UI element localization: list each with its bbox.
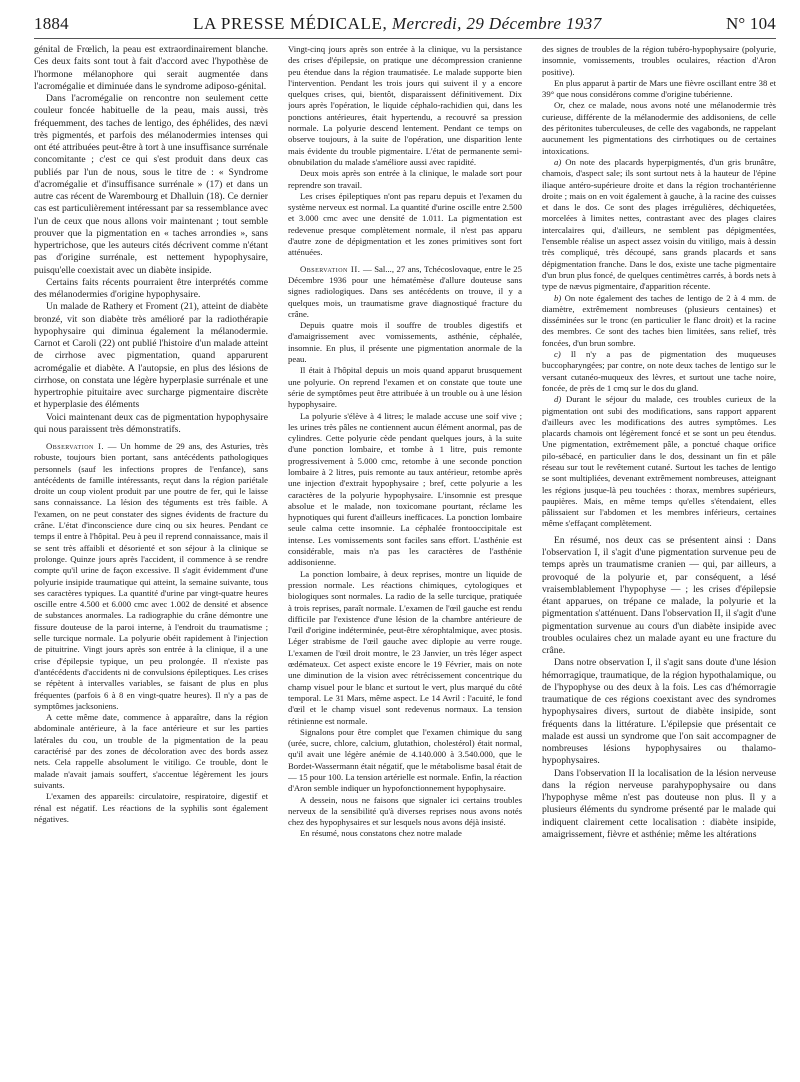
- item-marker: d): [554, 394, 562, 405]
- item-marker: b): [554, 292, 562, 303]
- item-marker: c): [554, 349, 561, 360]
- issue-date: Mercredi, 29 Décembre 1937: [391, 14, 602, 33]
- paragraph: [288, 44, 522, 168]
- paragraph-text: Or, chez ce malade, nous avons noté une mélanodermie très curieuse, différente de la mélanodermie des addisoniens, de celle des péritonites tuberculeuses, de celle des vagabonds, ne rappelant aucunement les pigmentations des cirrhotiques ou de certaines intoxications.: [542, 100, 776, 156]
- paragraph: [288, 727, 522, 795]
- paragraph: [542, 657, 776, 767]
- paragraph-text: En plus apparut à partir de Mars une fièvre oscillant entre 38 et 39° que nous considérons comme d'origine tubérienne.: [542, 77, 776, 100]
- paragraph: [288, 365, 522, 410]
- text-column-2: [288, 44, 522, 1072]
- paragraph-text: Signalons pour être complet que l'examen chimique du sang (urée, sucre, chlore, calcium, glutathion, cholestérol) était normal, qu'il avait une légère anémie de 4.140.000 à 3.540.000, que le Bordet-Wassermann était négatif, que le métabolisme basal était de — 15 pour 100. La tension artérielle est normale. Enfin, la réaction d'Aron semble indiquer un hypofonctionnement hypophysaire.: [288, 726, 522, 794]
- paragraph-text: Durant le séjour du malade, ces troubles curieux de la pigmentation ont subi des modifications, sans rapport apparent d'ailleurs avec les modifications des autres symptômes. Les placards chamois ont légèrement foncé et se sont un peu étendus. Une pigmentation, extrêmement pâle, a ponctué chaque orifice pilo-sébacé, en particulier dans le dos, dessinant un fin et pâle réseau sur tout le revêtement cutané. Surtout les taches de lentigo se sont multipliées, devenant extrêmement nombreuses, atteignant les régions jusque-là peu touchées : thorax, membres supérieurs, paupières. Mais, en même temps qu'elles s'étendaient, elles pâlissaient sur l'abdomen et les membres inférieurs, certaines même s'effaçant complètement.: [542, 394, 776, 529]
- paragraph: [288, 828, 522, 839]
- paragraph-text: génital de Frœlich, la peau est extraordinairement blanche. Ces deux faits sont tout à fait d'accord avec l'hypothèse de l'hormone mélanophore qui serait augmentée dans l'acromégalie et diminuée dans le syndrome adiposo-génital.: [34, 44, 268, 92]
- paragraph: [34, 44, 268, 93]
- paragraph: [288, 168, 522, 191]
- paragraph-text: A dessein, nous ne faisons que signaler ici certains troubles nerveux de la sensibilité qu'à diverses reprises nous avons notés chez des hypophysaires et sur lesquels nous avons déjà insisté.: [288, 794, 522, 828]
- running-title: [193, 14, 601, 34]
- paragraph-text: Un malade de Rathery et Froment (21), atteint de diabète bronzé, vit son diabète très amélioré par la radiothérapie hypophysaire qui diminua également la mélanodermie. Carnot et Caroli (22) ont publié l'histoire d'un malade atteint de cirrhose avec pigmentation, quand apparurent acromégalie et diabète. A l'autopsie, en plus des lésions de cirrhose, on constata une légère hyperplasie surrénale et une hypertrophie pituitaire avec surcharge pigmentaire discrète et hyperplasie des éléments: [34, 301, 268, 411]
- paragraph-text: Deux mois après son entrée à la clinique, le malade sort pour reprendre son travail.: [288, 168, 522, 190]
- paragraph: [34, 301, 268, 411]
- paragraph: [542, 293, 776, 349]
- paragraph-text: Certains faits récents pourraient être interprétés comme des mélanodermies d'origine hypophysaire.: [34, 276, 268, 300]
- paragraph: [288, 569, 522, 727]
- paragraph-text: L'examen des appareils: circulatoire, respiratoire, digestif et rénal est négatif. Les réactions de la syphilis sont également négatives.: [34, 791, 268, 824]
- page-header: [34, 14, 776, 38]
- paragraph-text: On note des placards hyperpigmentés, d'un gris brunâtre, chamois, d'aspect sale; ils sont surtout nets à la hauteur de l'épine iliaque antéro-supérieure droite et dans la région trochantérienne droite ; mais on en voit également à gauche, à la racine des cuisses et dans le dos. Ce sont des plages irrégulières, déchiquetées, morcelées à limites nettes, contrastant avec des plages claires intercalaires qui, d'ailleurs, ne semblent pas dépigmentées, l'ensemble réalise un aspect assez voisin du vitiligo, mais à dessin très compliqué, très découpé, sans grands placards et sans dépigmentation franche. Dans le dos, existe une tache pigmentaire d'un brun plus foncé, de quelques centimètres carrés, à bords nets à type de nævus pigmentaire, d'apparition récente.: [542, 156, 776, 292]
- paragraph-text: Il n'y a pas de pigmentation des muqueuses buccopharyngées; par contre, on note deux taches de lentigo sur le versant cutanéo-muqueux des lèvres, et surtout une tache noire, foncée, de près de 1 cmq sur le dos du gland.: [542, 349, 776, 393]
- paragraph: [34, 93, 268, 277]
- paragraph-text: Les crises épileptiques n'ont pas reparu depuis et l'examen du système nerveux est normal. La quantité d'urine oscille entre 2.500 et 3.000 cmc avec une densité de 1.011. La pigmentation est redevenue presque complètement normale, il n'est pas apparu d'autre zone de dépigmentation et les zones primitives sont fort atténuées.: [288, 190, 522, 258]
- observation-label: Observation I.: [46, 441, 105, 451]
- paragraph-text: On note également des taches de lentigo de 2 à 4 mm. de diamètre, extrêmement nombreuses (plusieurs centaines) et disséminées sur le tronc (en particulier le flanc droit) et la racine des membres. Ce sont des taches bien limitées, sans relief, très foncées, d'un brun sombre.: [542, 292, 776, 348]
- paragraph-text: En résumé, nos deux cas se présentent ainsi : Dans l'observation I, il s'agit d'une pigmentation survenue peu de temps après un traumatisme cranien — qui, par ailleurs, a provoqué de la polyurie et, par conséquent, a lésé vraisemblablement l'hypophyse — ; les crises d'épilepsie étant apparues, on trépane ce malade, la polyurie et la pigmentation s'atténuent. Dans l'observation II, il s'agit d'une pigmentation survenue au cours d'un diabète insipide avec troubles oculaires chez un malade ayant eu une fracture du crâne.: [542, 534, 776, 657]
- paragraph: [288, 320, 522, 365]
- paragraph: [542, 100, 776, 156]
- paragraph: [542, 768, 776, 842]
- text-column-1: [34, 44, 268, 1072]
- paragraph: [288, 191, 522, 259]
- journal-name: LA PRESSE MÉDICALE,: [193, 14, 388, 33]
- paragraph-text: — Sal..., 27 ans, Tchécoslovaque, entre le 25 Décembre 1936 pour une hématémèse d'allure douteuse sans signes radiologiques. Dans ses antécédents on trouve, il y a quelques mois, un traumatisme grave diagnostiqué fracture du crâne.: [288, 263, 522, 319]
- paragraph: [542, 349, 776, 394]
- paragraph: [34, 712, 268, 791]
- paragraph-text: des signes de troubles de la région tubéro-hypophysaire (polyurie, insomnie, vomissements, troubles oculaires, réaction d'Aron positive).: [542, 44, 776, 77]
- paragraph: [542, 78, 776, 101]
- paragraph-text: Voici maintenant deux cas de pigmentation hypophysaire qui nous paraissent très démonstratifs.: [34, 411, 268, 435]
- paragraph: [288, 411, 522, 569]
- paragraph: [34, 277, 268, 302]
- paragraph: [34, 412, 268, 437]
- paragraph: [542, 535, 776, 658]
- paragraph-text: — Un homme de 29 ans, des Asturies, très robuste, toujours bien portant, sans antécédents pathologiques personnels (sauf les infections propres de l'enfance), sans antécédents de famille intéressants, reçut dans la région pariétale droite un coup violent produit par une poutre de fer, qui le laisse sans connaissance. La lésion des téguments est très faible. A l'examen, on ne peut constater des signes évidents de fracture du crâne. L'état d'inconscience dure cinq ou six heures. Pendant ce temps il entre à l'hôpital. Peu à peu il reprend connaissance, mais il se sent très affaibli et désorienté et son séjour à la clinique se prolonge. Quinze jours après l'accident, il commence à se rendre compte qu'il urine de façon excessive. Il s'agit évidemment d'une polyurie insipide traumatique qui atteint, la semaine suivante, tous ses caractères typiques. La quantité d'urine par vingt-quatre heures oscille entre 4.500 et 6.000 cmc avec 1.002 de densité et absence de substances anormales. La radiographie du crâne démontre une fissure douteuse de la paroi interne, à l'endroit du traumatisme ; selle turcique normale. La polyurie obéit rapidement à l'injection de pituitrine. Vingt jours après son entrée à la clinique, il a une crise d'épilepsie typique, un peu prolongée. Il n'existe pas d'antécédents d'accidents ni de convulsions épileptiques. Les crises se répètent à intervalles variables, se faisant de plus en plus fréquentes (parfois 6 à 8 en vingt-quatre heures). Il n'y a pas de symptômes jacksoniens.: [34, 441, 268, 711]
- paragraph-text: La polyurie s'élève à 4 litres; le malade accuse une soif vive ; les urines très pâles ne contiennent aucun élément anormal, pas de cylindres. Cette polyurie cède pendant quelques jours, à la suite d'une ponction lombaire, et tombe à 1 litre, puis remonte progressivement à 5.000 cmc, retombe à une seconde ponction lombaire à 2 litres, puis remonte au taux antérieur, retombe après une injection d'extrait hypophysaire ; bref, cette polyurie a les caractères de la polyurie hypophysaire. L'insomnie est presque absolue et le malade, non toxicomane pourtant, réclame les hypnotiques qui furent d'ailleurs inefficaces. La ponction lombaire seule calma cette insomnie. La céphalée frontooccipitale est intense. Les vomissements sont faciles sans effort. L'asthénie est considérable, mais n'a pas les caractères de l'asthénie addisonienne.: [288, 410, 522, 568]
- paragraph-text: En résumé, nous constatons chez notre malade: [300, 828, 462, 839]
- paragraph-text: Vingt-cinq jours après son entrée à la clinique, vu la persistance des crises d'épilepsie, on pratique une décompression cranienne peu étendue dans la région traumatisée. Le malade supporte bien l'intervention. Pendant les trois jours qui suivent il y a encore quelques crises, qui, bientôt, disparaissent définitivement. Dix jours après l'opération, le liquide céphalo-rachidien qui, dans les ponctions antérieures, était hypertendu, a recouvré sa pression normale. La polyurie descend lentement. Pendant ce temps on observe toujours, à la suite de l'opération, une disparition lente mais évidente du trouble pigmentaire. L'état de permanente semi-obnubilation du malade s'améliore aussi avec rapidité.: [288, 44, 522, 167]
- article-body: [34, 44, 776, 1074]
- paragraph-text: La ponction lombaire, à deux reprises, montre un liquide de pression normale. Les réactions chimiques, cytologiques et biologiques sont normales. La radio de la selle turcique, pratiquée à trois reprises, paraît normale. L'examen de l'œil gauche est rendu difficile par l'existence d'une lésion de la chambre antérieure de l'œil d'origine indéterminée, peut-être xérophtalmique, avec ptosis. Léger strabisme de l'œil gauche avec diplopie au verre rouge. L'examen de l'œil droit montre, le 23 Janvier, un très léger aspect œdémateux. Cet aspect existe encore le 19 Février, mais on note une diminution de la vision avec rétrécissement concentrique du champ visuel pour le blanc et surtout le vert, plus marqué du côté temporal. Le 31 Mars, même aspect. Le 14 Avril : l'acuité, le fond d'œil et le champ visuel sont redevenus normaux. La tension rétinienne est normale.: [288, 568, 522, 726]
- item-marker: a): [554, 156, 562, 167]
- paragraph-text: Dans l'observation II la localisation de la lésion nerveuse dans la région nerveuse parahypophysaire ou dans l'hypophyse même n'est pas douteuse non plus. Il y a plusieurs éléments du syndrome présenté par le malade qui indiquent clairement cette localisation : diabète insipide, amaigrissement, fièvre et asthénie; même les altérations: [542, 767, 776, 840]
- issue-number: N° 104: [725, 14, 776, 33]
- paragraph-text: Dans l'acromégalie on rencontre non seulement cette couleur foncée habituelle de la peau, mais aussi, très fréquemment, des taches de lentigo, des éphélides, des nævi très pigmentés, et parfois des mélanodermies intenses qui ont été attribuées peut-être à tort à une insuffisance surrénale concomitante ; c'est ce qui s'est produit dans deux cas publiés par l'un de nous, sous le titre de : « Syndrome d'acromégalie et d'insuffisance surrénale » (17) et dans un autre cas récent de Warembourg et Dhalluin (18). Ce dernier cas est particulièrement intéressant par sa ressemblance avec l'un de ceux que nous allons voir maintenant ; tout semble prouver que la pigmentation en « taches arrondies », sans hypertrichose, que les auteurs cités décrivent comme n'étant pas d'origine surrénale, est nettement hypophysaire, puisqu'elle coexistait avec un diabète insipide.: [34, 93, 268, 276]
- paragraph: [34, 791, 268, 825]
- paragraph-text: Dans notre observation I, il s'agit sans doute d'une lésion hémorragique, traumatique, de la région hypothalamique, ou de l'hypophyse ou des deux à la fois. Les cas d'hémorragie traumatique de ces régions coexistant avec des syndromes hypophysaires divers, surtout de diabète insipide, sont fréquents dans la littérature. L'épilepsie que présentait ce malade est aussi un syndrome que l'on sait accompagner de nombreuses lésions hypophysaires ou thalamo-hypophysaires.: [542, 657, 776, 767]
- page-number: 1884: [34, 14, 69, 33]
- paragraph: [542, 44, 776, 78]
- paragraph: [542, 157, 776, 293]
- paragraph-text: Depuis quatre mois il souffre de troubles digestifs et d'amaigrissement avec vomissements, asthénie, céphalée, insomnie. En plus, il présente une pigmentation anormale de la peau.: [288, 320, 522, 365]
- paragraph: [288, 795, 522, 829]
- paragraph-text: Il était à l'hôpital depuis un mois quand apparut brusquement une polyurie. On reprend l'examen et on constate que toute une série de symptômes peut être attribuée à un trouble ou à une lésion hypophysaire.: [288, 365, 522, 410]
- observation-label: Observation II.: [300, 263, 361, 274]
- paragraph: [34, 441, 268, 712]
- paragraph: [542, 394, 776, 530]
- header-rule: [34, 38, 776, 39]
- paragraph-text: A cette même date, commence à apparaître, dans la région abdominale antérieure, à la face antérieure et sur les parties latérales du cou, un trouble de la pigmentation de la peau caractérisé par des zones de décoloration avec des bords assez nets. Cela rappelle absolument le vitiligo. Ce trouble, dont le malade n'avait jamais souffert, s'accentue légèrement les jours suivants.: [34, 712, 268, 790]
- paragraph: [288, 264, 522, 320]
- text-column-3: [542, 44, 776, 1072]
